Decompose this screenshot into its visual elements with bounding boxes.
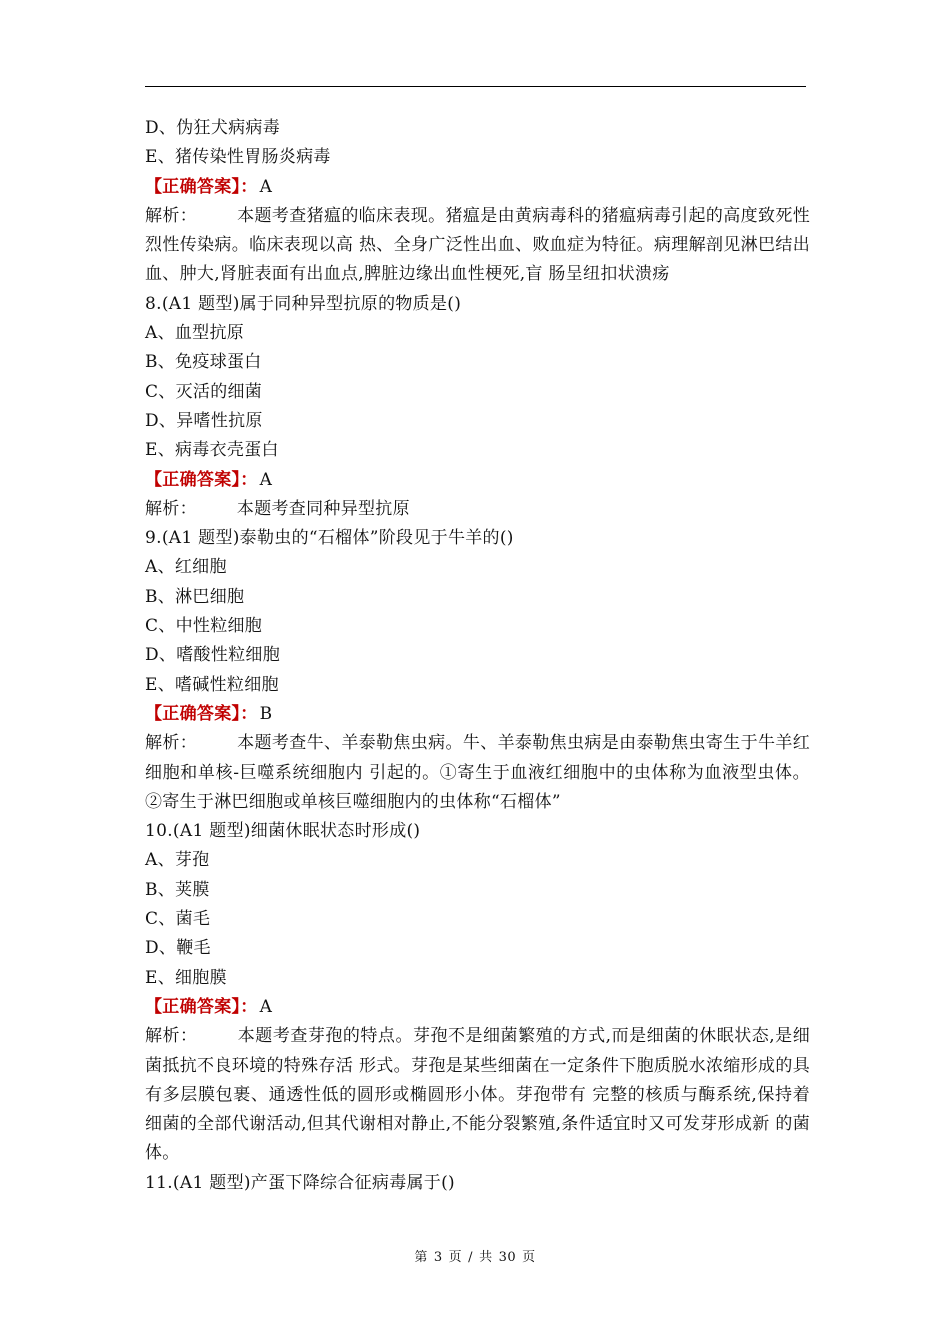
- option-line: A、血型抗原: [145, 323, 245, 344]
- analysis-paragraph: [145, 202, 810, 290]
- analysis-text: 本题考查芽孢的特点。芽孢不是细菌繁殖的方式,而是细菌的休眠状态,是细菌抵抗不良环境的特殊存活 形式。芽孢是某些细菌在一定条件下胞质脱水浓缩形成的具有多层膜包裹、通透性低的圆形或椭圆形小体。芽孢带有 完整的核质与酶系统,保持着细菌的全部代谢活动,但其代谢相对静止,不能分裂繁殖,条件适宜时又可发芽形成新 的菌体。: [145, 1026, 810, 1164]
- answer-line: [145, 700, 810, 729]
- option-line: D、鞭毛: [145, 938, 211, 959]
- answer-line: [145, 466, 810, 495]
- option-line: B、荚膜: [145, 879, 210, 900]
- option-line: E、嗜碱性粒细胞: [145, 674, 279, 695]
- answer-value: A: [259, 996, 273, 1017]
- footer-total-prefix: 共: [479, 1250, 493, 1265]
- analysis-text: 本题考查牛、羊泰勒焦虫病。牛、羊泰勒焦虫病是由泰勒焦虫寄生于牛羊红细胞和单核-巨噬系统细胞内 引起的。①寄生于血液红细胞中的虫体称为血液型虫体。②寄生于淋巴细胞或单核巨噬细胞内的虫体称“石榴体”: [145, 733, 810, 812]
- answer-label: 【正确答案】：: [145, 469, 258, 490]
- option-line: E、猪传染性胃肠炎病毒: [145, 147, 331, 168]
- page-footer: [0, 1246, 950, 1265]
- option-line: A、红细胞: [145, 557, 227, 578]
- analysis-prefix: 解析：: [145, 1026, 198, 1047]
- analysis-prefix: 解析：: [145, 498, 197, 519]
- footer-prefix: 第: [414, 1250, 428, 1265]
- footer-separator: /: [468, 1250, 474, 1265]
- option-line: D、异嗜性抗原: [145, 410, 263, 431]
- analysis-paragraph: [145, 495, 810, 524]
- option-line: C、菌毛: [145, 909, 211, 930]
- analysis-text: 本题考查同种异型抗原: [236, 498, 410, 519]
- question-line: 9.(A1 题型)泰勒虫的“石榴体”阶段见于牛羊的(): [145, 528, 514, 549]
- analysis-prefix: 解析：: [145, 733, 198, 754]
- option-line: B、免疫球蛋白: [145, 352, 262, 373]
- answer-label: 【正确答案】：: [145, 996, 258, 1017]
- answer-line: [145, 993, 810, 1022]
- answer-value: B: [259, 703, 273, 724]
- analysis-text: 本题考查猪瘟的临床表现。猪瘟是由黄病毒科的猪瘟病毒引起的高度致死性烈性传染病。临床表现以高 热、全身广泛性出血、败血症为特征。病理解剖见淋巴结出血、肿大,肾脏表面有出血点,脾脏边缘出血性梗死,盲 肠呈纽扣状溃疡: [145, 205, 810, 285]
- header-rule: [145, 86, 806, 87]
- analysis-paragraph: [145, 1022, 810, 1168]
- option-line: C、中性粒细胞: [145, 616, 263, 637]
- answer-label: 【正确答案】：: [145, 703, 258, 724]
- option-line: E、病毒衣壳蛋白: [145, 440, 279, 461]
- answer-value: A: [259, 176, 273, 197]
- analysis-paragraph: [145, 729, 810, 817]
- option-line: A、芽孢: [145, 850, 210, 871]
- footer-page-word: 页: [448, 1250, 463, 1265]
- footer-current-page: 3: [433, 1250, 443, 1265]
- answer-value: A: [259, 469, 273, 490]
- question-line: 11.(A1 题型)产蛋下降综合征病毒属于(): [145, 1172, 455, 1193]
- option-line: B、淋巴细胞: [145, 586, 245, 607]
- answer-label: 【正确答案】：: [145, 176, 258, 197]
- option-line: C、灭活的细菌: [145, 381, 263, 402]
- footer-total-suffix: 页: [522, 1250, 536, 1265]
- analysis-prefix: 解析：: [145, 205, 198, 226]
- document-body: [145, 114, 810, 1198]
- option-line: E、细胞膜: [145, 967, 227, 988]
- option-line: D、伪狂犬病病毒: [145, 118, 281, 138]
- footer-total-pages: 30: [498, 1250, 517, 1265]
- question-line: 10.(A1 题型)细菌休眠状态时形成(): [145, 821, 421, 842]
- question-line: 8.(A1 题型)属于同种异型抗原的物质是(): [145, 293, 462, 314]
- option-line: D、嗜酸性粒细胞: [145, 645, 281, 666]
- answer-line: [145, 173, 810, 202]
